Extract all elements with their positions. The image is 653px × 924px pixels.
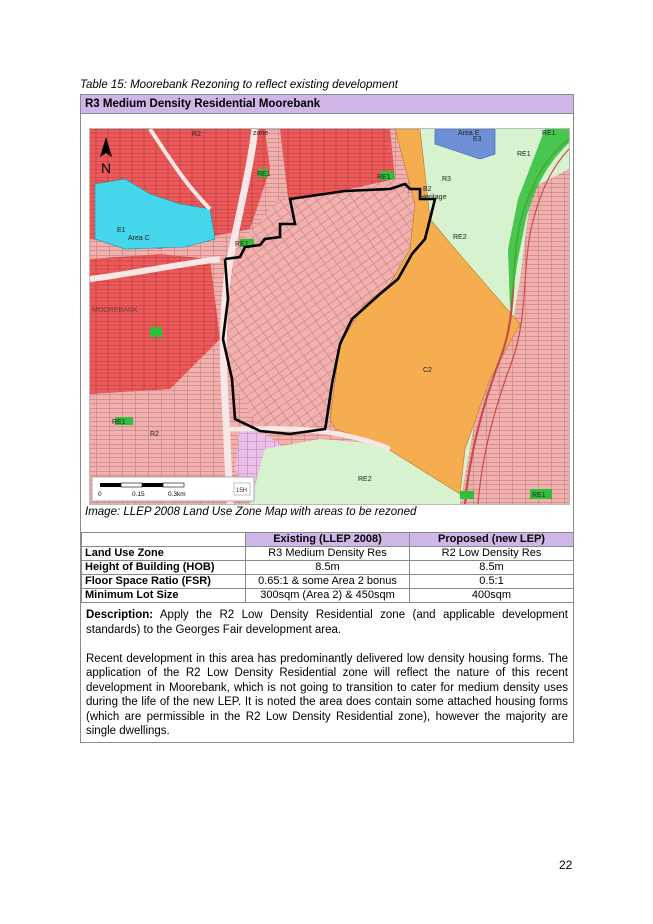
table-row bbox=[82, 589, 574, 603]
section-title: R3 Medium Density Residential Moorebank bbox=[81, 95, 573, 114]
re1-park-4 bbox=[150, 327, 162, 337]
description-paragraph-2: Recent development in this area has predominantly delivered low density housing forms. The application of the R2 Low Density Residential zone will reflect the nature of this recent development in Moorebank, which is not going to transition to cater for medium density uses during the life of the new LEP. It is noted the area does contain some attached housing forms (which are permissible in the R2 Low Density Residential zone), however the majority are single dwellings. bbox=[86, 652, 568, 737]
zoning-comparison-table bbox=[81, 532, 574, 603]
label-moorebank: MOOREBANK bbox=[92, 307, 138, 314]
label-re1-e: RE1 bbox=[112, 419, 126, 426]
scale-label-03km: 0.3km bbox=[168, 491, 186, 498]
proposed-value: 0.5:1 bbox=[410, 575, 574, 589]
row-label: Minimum Lot Size bbox=[82, 589, 246, 603]
proposed-value: R2 Low Density Res bbox=[410, 547, 574, 561]
scale-label-0: 0 bbox=[98, 491, 102, 498]
existing-value: 8.5m bbox=[246, 561, 410, 575]
table-caption: Table 15: Moorebank Rezoning to reflect existing development bbox=[80, 79, 398, 91]
label-re1-f: RE1 bbox=[257, 171, 271, 178]
rezoning-table-frame bbox=[80, 94, 574, 743]
existing-value: 300sqm (Area 2) & 450sqm bbox=[246, 589, 410, 603]
zone-map-svg bbox=[90, 129, 569, 504]
description-label: Description: bbox=[86, 609, 154, 621]
label-r2: R2 bbox=[150, 431, 159, 438]
label-re1-c: RE1 bbox=[377, 174, 391, 181]
label-heritage: Heritage bbox=[420, 194, 447, 201]
proposed-value: 8.5m bbox=[410, 561, 574, 575]
table-header-row bbox=[82, 533, 574, 547]
label-zone-top: zone bbox=[253, 130, 269, 137]
table-header-proposed: Proposed (new LEP) bbox=[410, 533, 574, 547]
row-label: Floor Space Ratio (FSR) bbox=[82, 575, 246, 589]
row-label: Land Use Zone bbox=[82, 547, 246, 561]
label-15h: 15H bbox=[236, 488, 248, 494]
label-re1-g: RE1 bbox=[532, 492, 546, 499]
table-row bbox=[82, 575, 574, 589]
label-area-c: Area C bbox=[128, 235, 150, 242]
north-label: N bbox=[101, 160, 112, 176]
label-b2: B2 bbox=[423, 186, 432, 193]
table-row bbox=[82, 547, 574, 561]
table-header-existing: Existing (LLEP 2008) bbox=[246, 533, 410, 547]
label-e3: E3 bbox=[473, 136, 482, 143]
page-number: 22 bbox=[559, 858, 573, 872]
label-re2-b: RE2 bbox=[358, 476, 372, 483]
scale-bar bbox=[92, 477, 254, 501]
label-re1-a: RE1 bbox=[517, 151, 531, 158]
land-use-zone-map bbox=[89, 128, 570, 505]
scale-label-015: 0.15 bbox=[132, 491, 145, 498]
description-paragraph-1 bbox=[86, 608, 568, 637]
existing-value: 0.65:1 & some Area 2 bonus bbox=[246, 575, 410, 589]
label-area-e: Area E bbox=[458, 130, 480, 137]
label-c2: C2 bbox=[423, 367, 432, 374]
existing-value: R3 Medium Density Res bbox=[246, 547, 410, 561]
table-header-blank bbox=[82, 533, 246, 547]
label-re1-d: RE1 bbox=[235, 241, 249, 248]
description-block bbox=[81, 605, 573, 753]
proposed-value: 400sqm bbox=[410, 589, 574, 603]
label-r3: R3 bbox=[442, 176, 451, 183]
row-label: Height of Building (HOB) bbox=[82, 561, 246, 575]
description-text: Apply the R2 Low Density Residential zone (and applicable development standards) to the Georges Fair development area. bbox=[86, 609, 568, 636]
label-re2-a: RE2 bbox=[453, 234, 467, 241]
label-e1: E1 bbox=[117, 227, 126, 234]
label-re1-b: RE1 bbox=[542, 130, 556, 137]
label-r2-top: R2 bbox=[192, 131, 201, 138]
image-caption: Image: LLEP 2008 Land Use Zone Map with areas to be rezoned bbox=[85, 506, 417, 518]
re1-park-7 bbox=[460, 491, 474, 499]
table-row bbox=[82, 561, 574, 575]
